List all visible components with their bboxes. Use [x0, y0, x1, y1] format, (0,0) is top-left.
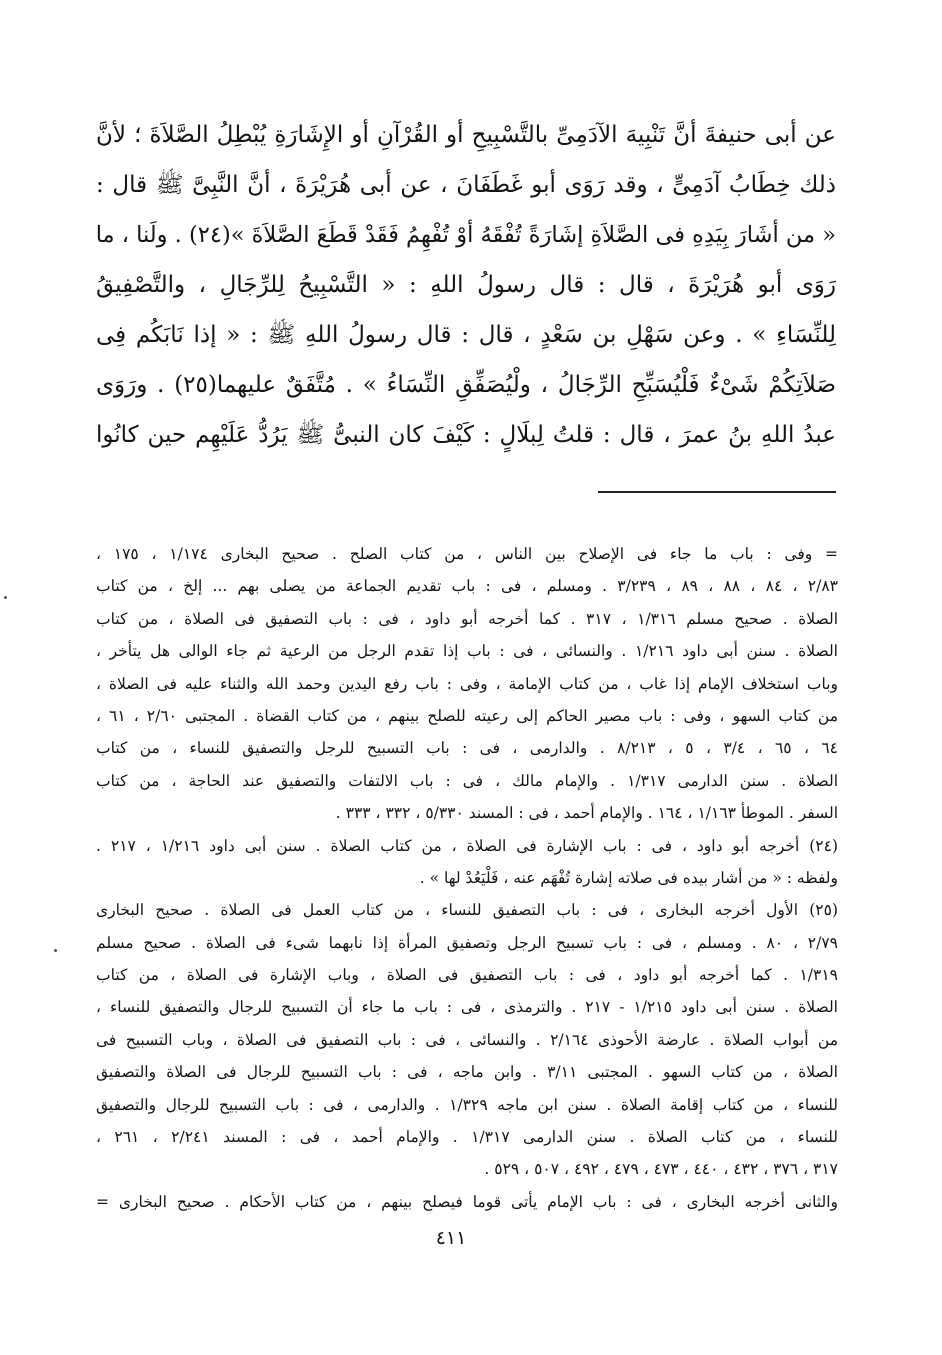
main-text-line: لِلنِّسَاءِ » . وعن سَهْلِ بن سَعْدٍ ، قال : قال رسولُ اللهِ ﷺ : « إذا نَابَكُم فِى	[96, 322, 836, 348]
footnote-25-line: الصلاة . سنن أبى داود ١/٢١٥ - ٢١٧ . والترمذى ، فى : باب ما جاء أن التسبيح للرجال والتصفيق للنساء ،	[96, 998, 838, 1017]
page-number: ٤١١	[435, 1227, 467, 1249]
footnote-line: ٦٤ ، ٦٥ ، ٣/٤ ، ٥ ، ٨/٢١٣ . والدارمى ، فى : باب التسبيح للرجل والتصفيق للنساء ، من كتاب	[96, 739, 838, 758]
scan-speck	[54, 949, 57, 952]
footnote-line: من كتاب السهو ، وفى : باب مصير الحاكم إلى رعيته للصلح بينهم ، من كتاب القضاة . المجتبى ٢/٦٠ ، ٦١ ،	[96, 706, 838, 725]
footnote-25-line: للنساء ، من كتاب الصلاة . سنن الدارمى ١/٣١٧ . والإمام أحمد ، فى : المسند ٢/٢٤١ ، ٢٦١ ،	[96, 1128, 838, 1147]
footnote-line: = وفى : باب ما جاء فى الإصلاح بين الناس ، من كتاب الصلح . صحيح البخارى ١/١٧٤ ، ١٧٥ ،	[96, 545, 838, 563]
footnote-24-line: (٢٤) أخرجه أبو داود ، فى : باب الإشارة فى الصلاة ، من كتاب الصلاة . سنن أبى داود ١/٢١٦ ، ٢١٧ .	[96, 836, 838, 855]
main-text-line: « من أشَارَ بِيَدِهِ فى الصَّلاَةِ إشَارَةً تُفْقَهُ أوْ تُفْهِمُ فَقَدْ قَطَعَ الصَّلاَةَ »(٢٤) . ولَنا ، ما	[96, 222, 836, 248]
footnote-25-line: من أبواب الصلاة . عارضة الأحوذى ٢/١٦٤ . والنسائى ، فى : باب التصفيق فى الصلاة ، وباب التسبيح فى	[96, 1030, 838, 1049]
scan-speck	[4, 596, 7, 599]
main-text-line: رَوَى أبو هُرَيْرَةَ ، قال : قال رسولُ اللهِ : « التَّسْبِيحُ لِلرِّجَالِ ، والتَّصْفِيقُ	[96, 272, 836, 298]
footnote-25-line: الصلاة ، من كتاب السهو . المجتبى ٣/١١ . وابن ماجه ، فى : باب التسبيح للرجال فى الصلاة والتصفيق	[96, 1063, 838, 1082]
footnote-line: الصلاة . سنن الدارمى ١/٣١٧ . والإمام مالك ، فى : باب الالتفات والتصفيق عند الحاجة ، من كتاب	[96, 771, 838, 790]
footnote-25-line: (٢٥) الأول أخرجه البخارى ، فى : باب التصفيق للنساء ، من كتاب العمل فى الصلاة . صحيح البخارى	[96, 901, 838, 920]
footnote-25-line: ١/٣١٩ . كما أخرجه أبو داود ، فى : باب التصفيق فى الصلاة ، وباب الإشارة فى الصلاة ، من كتاب	[96, 966, 838, 985]
footnote-25-line: والثانى أخرجه البخارى ، فى : باب الإمام يأتى قوما فيصلح بينهم ، من كتاب الأحكام . صحيح البخارى =	[96, 1192, 838, 1211]
footnote-25-line: للنساء ، من كتاب إقامة الصلاة . سنن ابن ماجه ١/٣٢٩ . والدارمى ، فى : باب التسبيح للرجال والتصفيق	[96, 1095, 838, 1114]
main-text-line: ذلك خِطَابُ آدَمِىٍّ ، وقد رَوَى أبو غَطَفَانَ ، عن أبى هُرَيْرَةَ ، أنَّ النَّبِىَّ ﷺ قال :	[96, 172, 836, 198]
footnote-separator-rule	[598, 491, 836, 493]
footnote-line: الصلاة . صحيح مسلم ١/٣١٦ ، ٣١٧ . كما أخرجه أبو داود ، فى : باب التصفيق فى الصلاة ، من كتاب	[96, 609, 838, 628]
main-text-line: عبدُ اللهِ بنُ عمرَ ، قال : قلتُ لِبلَالٍ : كَيْفَ كان النبىُّ ﷺ يَرُدُّ عَلَيْهِم حين كانُوا	[96, 422, 836, 448]
main-text-block	[96, 110, 836, 460]
footnote-line: وباب استخلاف الإمام إذا غاب ، من كتاب الإمامة ، وفى : باب رفع اليدين وحمد الله والثناء عليه فى الصلاة ،	[96, 674, 838, 693]
footnote-25-line: ٣١٧ ، ٣٧٦ ، ٤٣٢ ، ٤٤٠ ، ٤٧٣ ، ٤٧٩ ، ٤٩٢ ، ٥٠٧ ، ٥٢٩ .	[484, 1160, 838, 1179]
footnote-24-line: ولفظه : « من أشار بيده فى صلاته إشارة تُفْهَم عنه ، فَلْيَعُدْ لها » .	[419, 868, 838, 887]
footnote-line: ٢/٨٣ ، ٨٤ ، ٨٨ ، ٨٩ ، ٣/٢٣٩ . ومسلم ، فى : باب تقديم الجماعة من يصلى بهم ... إلخ ، من كتاب	[96, 577, 838, 596]
footnote-line: السفر . الموطأ ١/١٦٣ ، ١٦٤ . والإمام أحمد ، فى : المسند ٥/٣٣٠ ، ٣٣٢ ، ٣٣٣ .	[335, 804, 838, 823]
footnote-25-line: ٢/٧٩ ، ٨٠ . ومسلم ، فى : باب تسبيح الرجل وتصفيق المرأة إذا نابهما شىء فى الصلاة . صحيح مسلم	[96, 933, 838, 952]
main-text-line: صَلاَتِكُمْ شَىْءٌ فَلْيُسَبِّحِ الرِّجَالُ ، ولْيُصَفِّقِ النِّسَاءُ » . مُتَّفَقٌ عليهما(٢٥) . ورَوَى	[96, 372, 836, 398]
footnotes-block	[96, 538, 838, 1218]
footnote-line: الصلاة . سنن أبى داود ١/٢١٦ . والنسائى ، فى : باب إذا تقدم الرجل من الرعية ثم جاء الوالى هل يتأخر ،	[96, 642, 838, 661]
main-text-line: عن أبى حنيفةَ أنَّ تَنْبِيهَ الآدَمِىِّ بالتَّسْبِيحِ أو القُرْآنِ أو الإِشَارَةِ يُبْطِلُ الصَّلاَةَ ؛ لأنَّ	[96, 122, 836, 148]
